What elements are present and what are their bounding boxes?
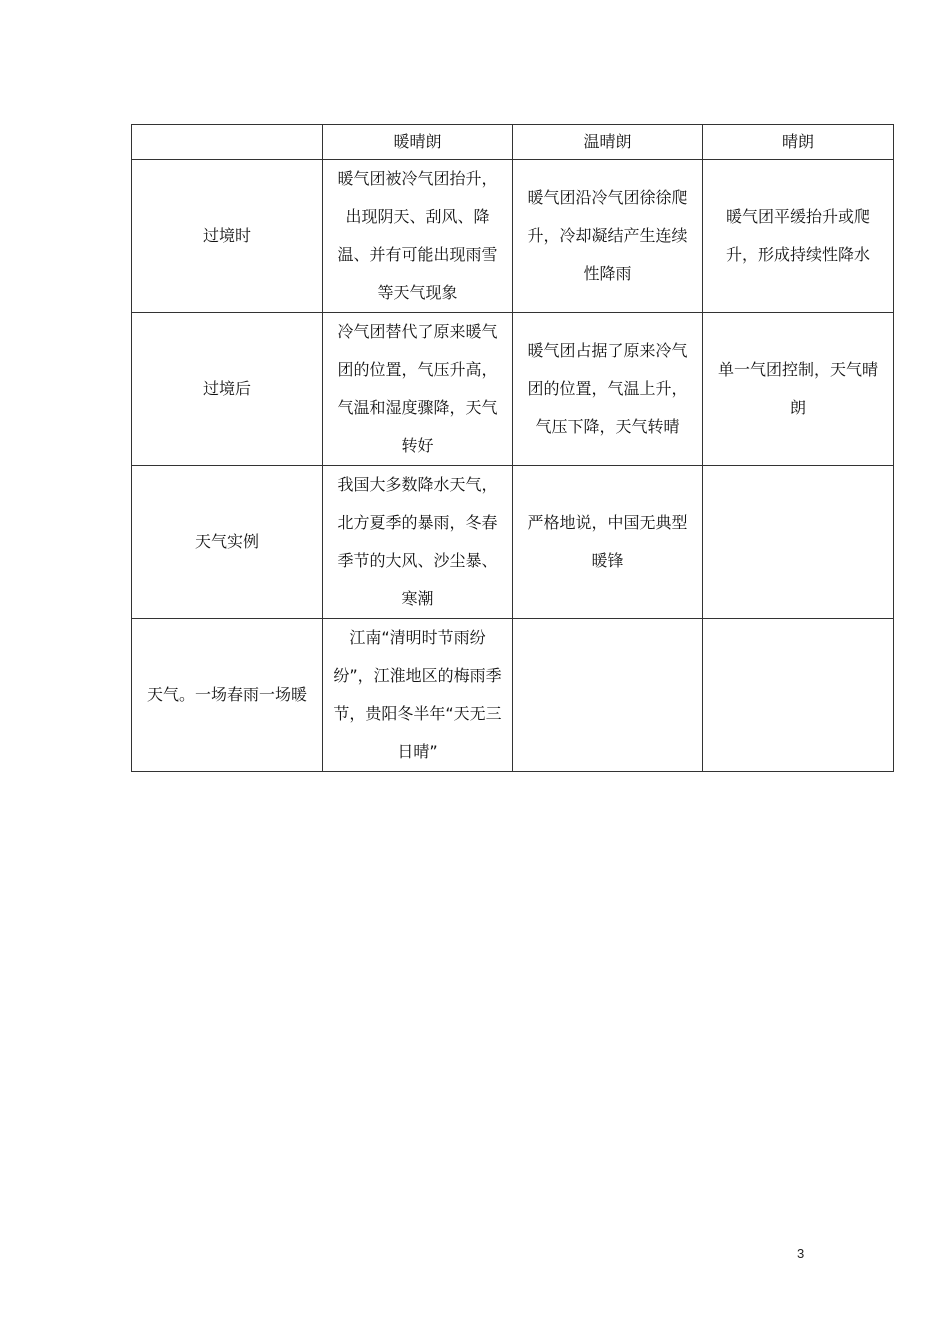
row-label: 过境后 [132,313,323,466]
table-header-row [132,125,894,160]
header-cell-col1: 暖晴朗 [323,125,513,160]
row-label: 过境时 [132,160,323,313]
table-cell: 冷气团替代了原来暖气团的位置，气压升高，气温和湿度骤降，天气转好 [323,313,513,466]
header-cell-col3: 晴朗 [703,125,894,160]
table-cell [513,619,703,772]
table-cell: 严格地说，中国无典型暖锋 [513,466,703,619]
table-cell [703,619,894,772]
row-label: 天气实例 [132,466,323,619]
header-cell-blank [132,125,323,160]
table-cell: 我国大多数降水天气，北方夏季的暴雨，冬春季节的大风、沙尘暴、寒潮 [323,466,513,619]
header-cell-col2: 温晴朗 [513,125,703,160]
weather-front-table [131,124,894,772]
table-row [132,313,894,466]
table-cell: 暖气团被冷气团抬升，出现阴天、刮风、降温、并有可能出现雨雪等天气现象 [323,160,513,313]
table-row [132,619,894,772]
table-row [132,160,894,313]
table-cell [703,466,894,619]
table-cell: 暖气团沿冷气团徐徐爬升，冷却凝结产生连续性降雨 [513,160,703,313]
page-number: 3 [797,1246,805,1261]
row-label: 天气。一场春雨一场暖 [132,619,323,772]
table-cell: 暖气团占据了原来冷气团的位置，气温上升，气压下降，天气转晴 [513,313,703,466]
table-cell: 暖气团平缓抬升或爬升，形成持续性降水 [703,160,894,313]
table-row [132,466,894,619]
table-cell: 江南“清明时节雨纷纷”，江淮地区的梅雨季节，贵阳冬半年“天无三日晴” [323,619,513,772]
table-cell: 单一气团控制，天气晴朗 [703,313,894,466]
